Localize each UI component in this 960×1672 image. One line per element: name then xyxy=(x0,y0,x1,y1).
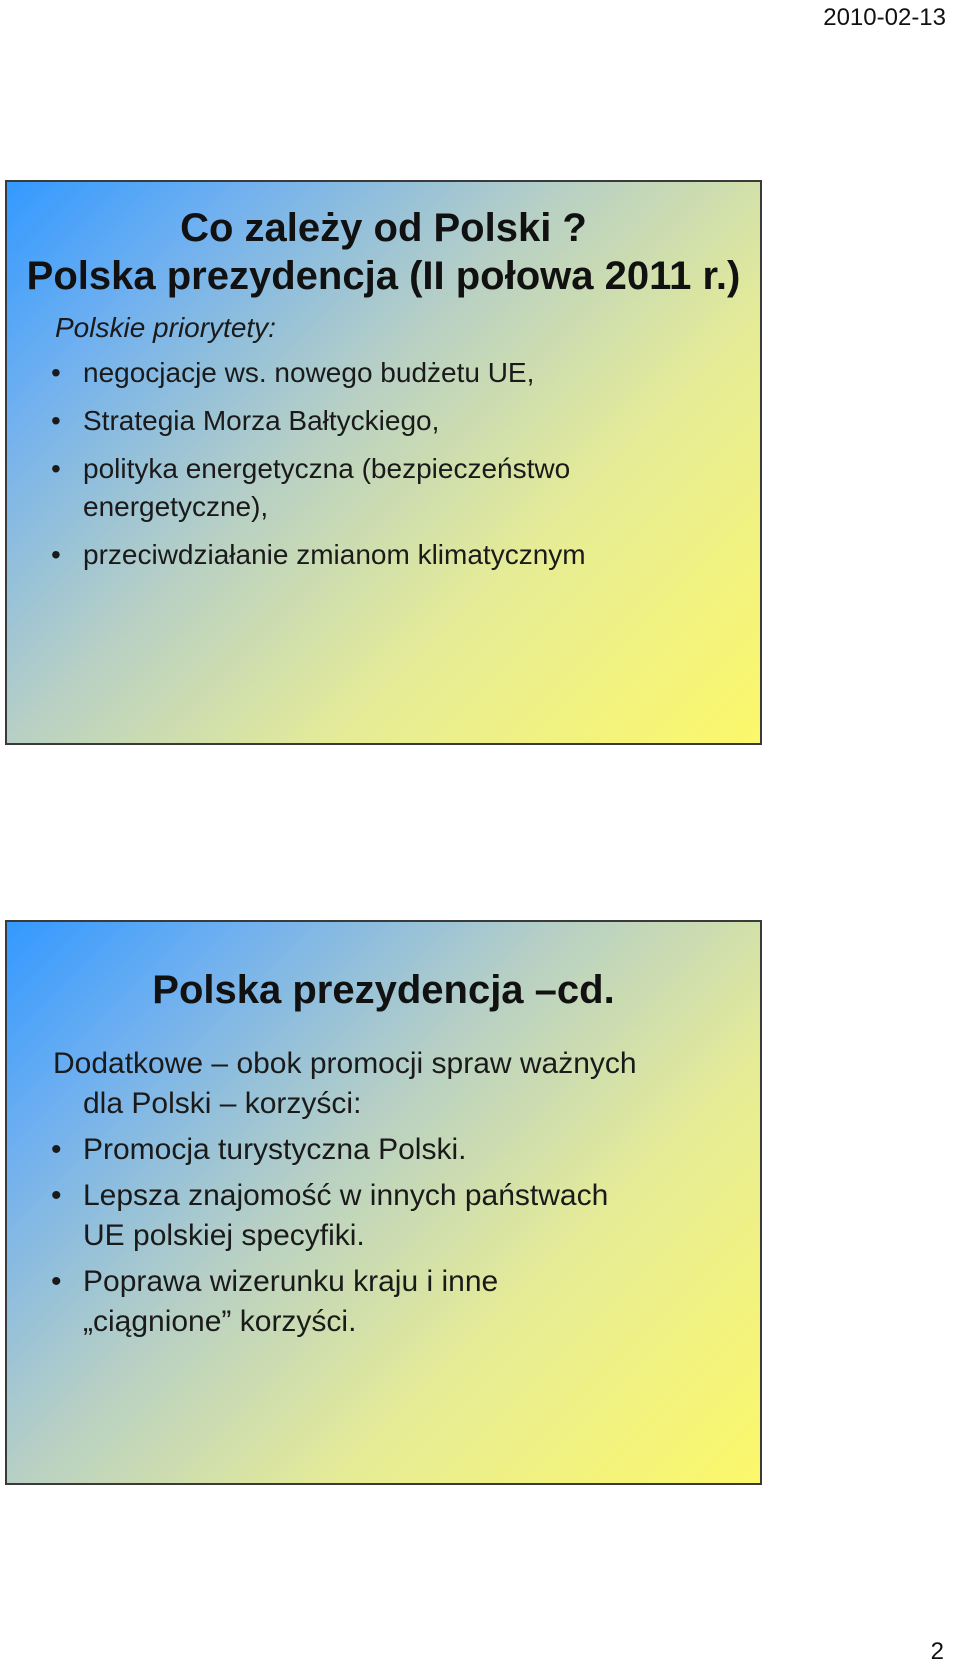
list-item xyxy=(7,402,760,440)
intro-text xyxy=(53,1044,760,1124)
bullet-icon: • xyxy=(51,539,61,570)
slide-co-zalezy-od-polski xyxy=(5,180,762,745)
list-item-text xyxy=(83,1176,760,1256)
list-item-line: UE polskiej specyfiki. xyxy=(83,1219,365,1252)
bullet-icon: • xyxy=(51,1179,62,1212)
slide-title xyxy=(7,204,760,300)
list-item xyxy=(7,1262,760,1342)
list-item-line: Promocja turystyczna Polski. xyxy=(83,1133,467,1166)
list-item xyxy=(7,1130,760,1170)
page-date: 2010-02-13 xyxy=(823,4,946,31)
list-item-line: Poprawa wizerunku kraju i inne xyxy=(83,1265,499,1298)
intro-text-line-2: dla Polski – korzyści: xyxy=(83,1087,362,1120)
page-number: 2 xyxy=(930,1638,944,1665)
bullet-icon: • xyxy=(51,357,61,388)
bullet-icon: • xyxy=(51,405,61,436)
list-item-text xyxy=(83,1262,760,1342)
benefits-list xyxy=(7,1130,760,1342)
slide-polska-prezydencja-cd xyxy=(5,920,762,1485)
bullet-icon: • xyxy=(51,1265,62,1298)
list-item-text: Strategia Morza Bałtyckiego, xyxy=(83,405,440,436)
bullet-icon: • xyxy=(51,453,61,484)
list-item xyxy=(7,536,760,574)
list-item-line: Lepsza znajomość w innych państwach xyxy=(83,1179,609,1212)
slide-title: Polska prezydencja –cd. xyxy=(152,968,615,1012)
slide-title-line-2: Polska prezydencja (II połowa 2011 r.) xyxy=(26,254,741,298)
list-item-text xyxy=(83,1130,760,1170)
priorities-list xyxy=(7,354,760,574)
list-item xyxy=(7,450,760,526)
list-item-line: „ciągnione” korzyści. xyxy=(83,1305,357,1338)
list-item xyxy=(7,354,760,392)
list-item-text: przeciwdziałanie zmianom klimatycznym xyxy=(83,539,586,570)
intro-text-line-1: Dodatkowe – obok promocji spraw ważnych xyxy=(53,1047,637,1080)
list-item-text: negocjacje ws. nowego budżetu UE, xyxy=(83,357,535,388)
priorities-subheading: Polskie priorytety: xyxy=(55,312,276,343)
slide-title-line-1: Co zależy od Polski ? xyxy=(180,206,587,250)
list-item xyxy=(7,1176,760,1256)
list-item-text: polityka energetyczna (bezpieczeństwo energetyczne), xyxy=(83,453,571,522)
bullet-icon: • xyxy=(51,1133,62,1166)
